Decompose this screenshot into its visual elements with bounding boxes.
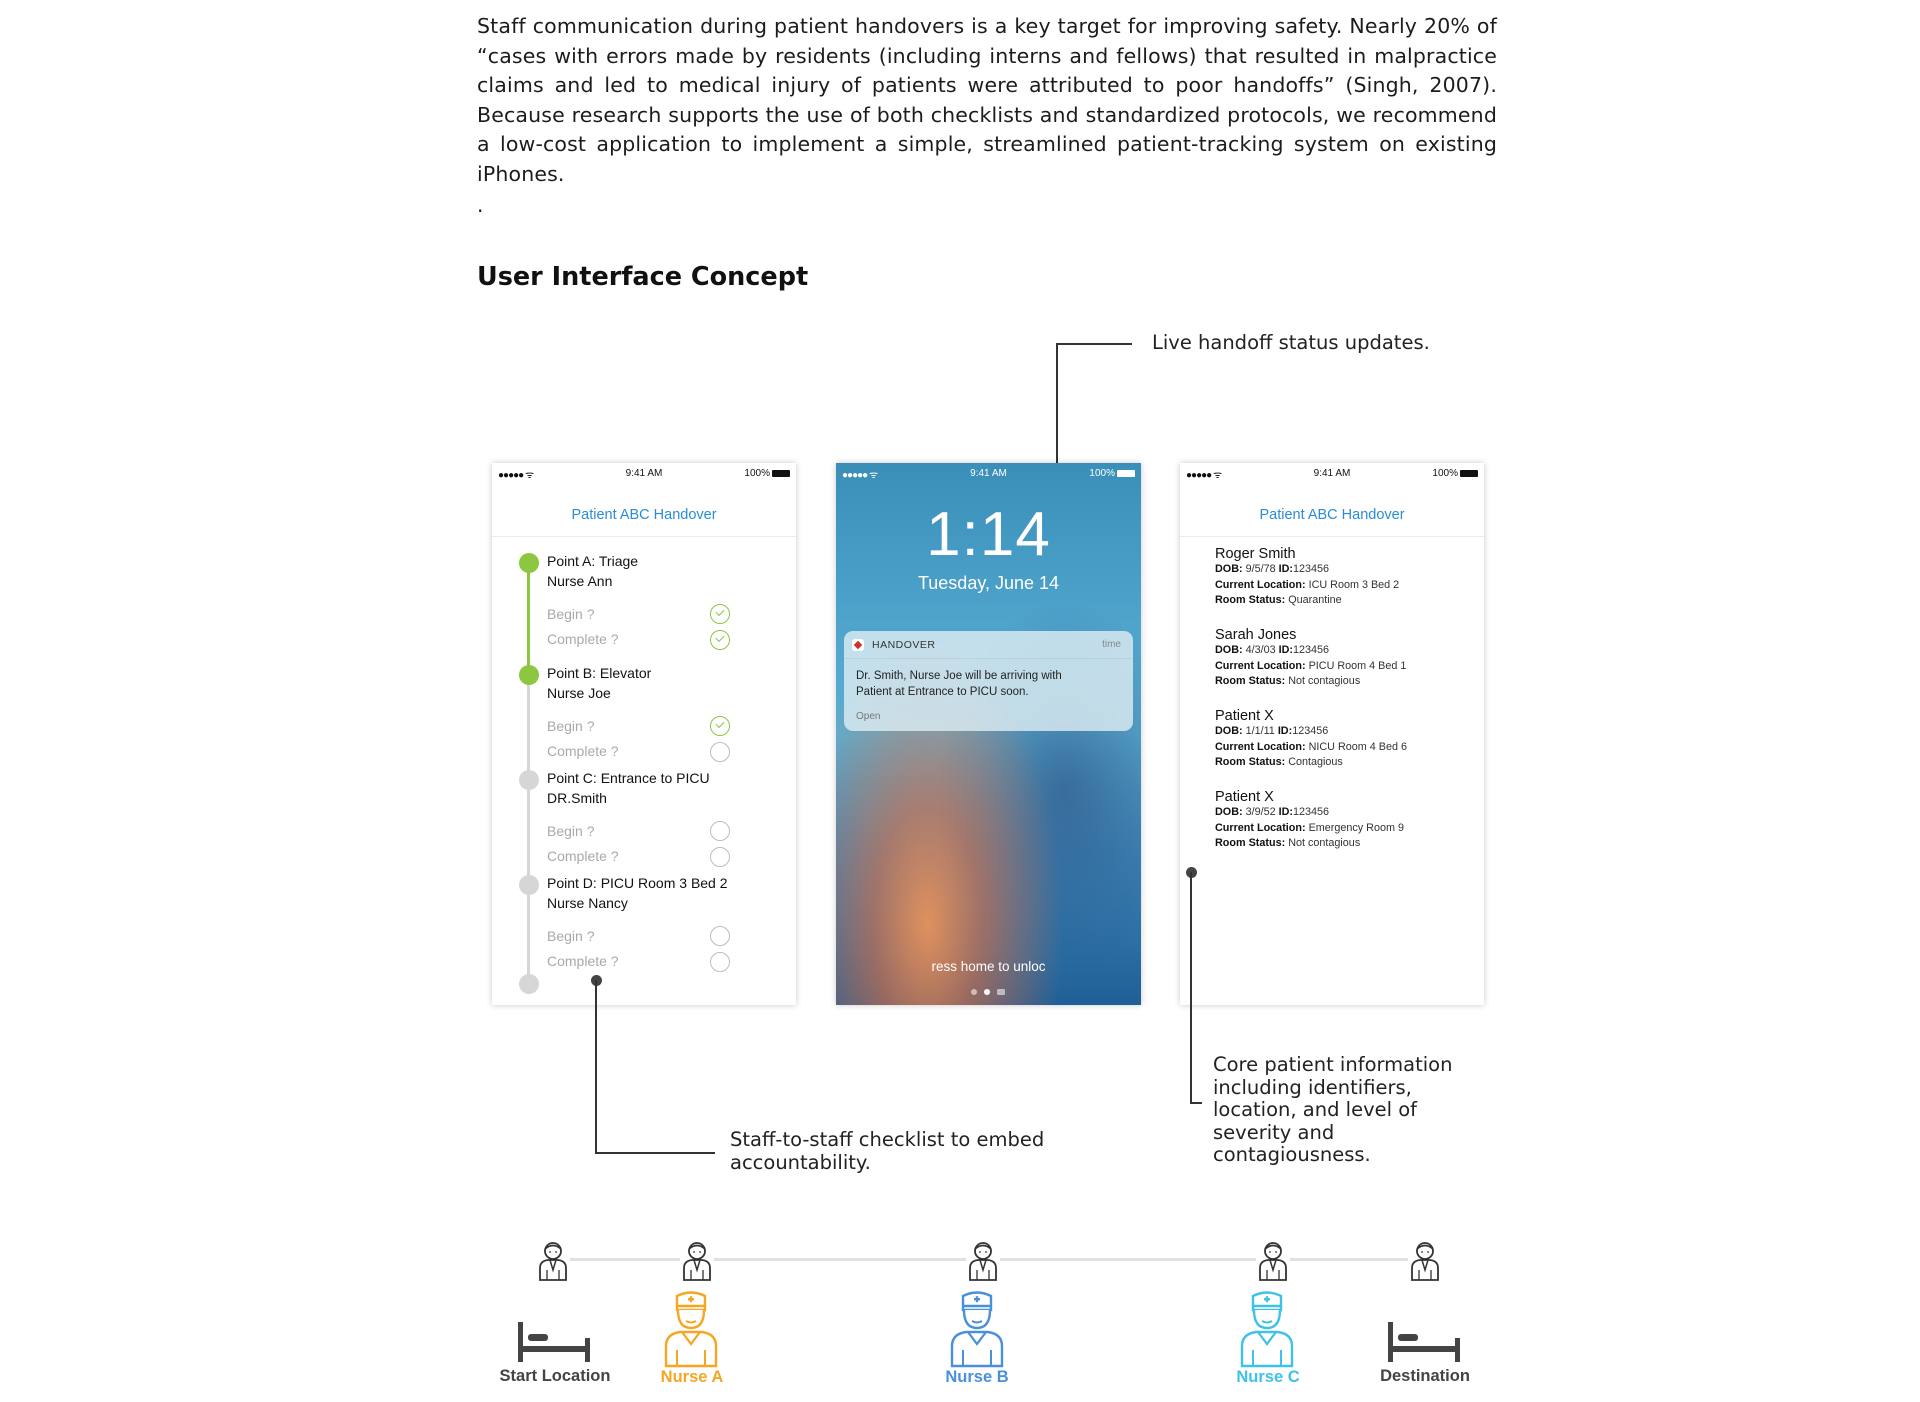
battery-percent: 100% xyxy=(1432,468,1458,479)
status-bar xyxy=(492,463,796,485)
complete-label: Complete ? xyxy=(547,953,619,969)
battery-percent: 100% xyxy=(1089,468,1115,479)
complete-checkbox[interactable] xyxy=(710,952,730,972)
nav-divider xyxy=(492,536,796,537)
lock-date: Tuesday, June 14 xyxy=(917,573,1060,593)
checklist-title: Patient ABC Handover xyxy=(571,507,717,523)
patient-card[interactable]: Sarah Jones DOB: 4/3/03 ID:123456 Current Location: PICU Room 4 Bed 1 Room Status: Not contagious xyxy=(1215,627,1465,690)
phone-checklist xyxy=(492,463,796,1005)
track-done xyxy=(527,561,530,675)
begin-checkbox[interactable] xyxy=(710,716,730,736)
patients-title: Patient ABC Handover xyxy=(1259,507,1405,523)
complete-label: Complete ? xyxy=(547,743,619,759)
callout-live: Live handoff status updates. xyxy=(1152,331,1430,354)
patient-location: PICU Room 4 Bed 1 xyxy=(1308,659,1407,672)
label-start-location: Start Location xyxy=(499,1367,611,1385)
patient-card[interactable]: Roger Smith DOB: 9/5/78 ID:123456 Current Location: ICU Room 3 Bed 2 Room Status: Quarantine xyxy=(1215,546,1465,609)
begin-label: Begin ? xyxy=(547,823,595,839)
bed-icon-destination xyxy=(1388,1322,1460,1362)
phone-lock-screen xyxy=(836,463,1141,1005)
patient-dob: 1/1/11 xyxy=(1245,725,1275,737)
complete-checkbox[interactable] xyxy=(710,847,730,867)
battery-icon xyxy=(772,470,790,477)
signal-icon: ●●●●● ᯤ xyxy=(1186,470,1222,481)
patient-location: NICU Room 4 Bed 6 xyxy=(1308,740,1407,753)
battery-icon xyxy=(1117,470,1135,477)
patient-room-status: Contagious xyxy=(1288,756,1343,768)
patient-dob: 3/9/52 xyxy=(1245,806,1276,818)
label-destination: Destination xyxy=(1380,1367,1470,1385)
checkpoint-node xyxy=(519,665,539,685)
checkpoint-node xyxy=(519,875,539,895)
patient-person-icon xyxy=(680,1240,714,1282)
complete-label: Complete ? xyxy=(547,848,619,864)
callout-line-checklist-h xyxy=(595,1152,715,1154)
complete-label: Complete ? xyxy=(547,631,619,647)
patient-name: Patient X xyxy=(1215,708,1274,724)
patient-name: Patient X xyxy=(1215,789,1274,805)
nurse-icon-b xyxy=(948,1290,1006,1368)
label-nurse-b: Nurse B xyxy=(945,1368,1009,1386)
patient-location: Emergency Room 9 xyxy=(1308,821,1404,834)
notification-open-action[interactable]: Open xyxy=(856,711,881,722)
begin-checkbox[interactable] xyxy=(710,821,730,841)
callout-core: Core patient information including identifiers, location, and level of severity and contagiousness. xyxy=(1213,1053,1453,1166)
status-bar xyxy=(836,463,1141,485)
signal-icon: ●●●●● ᯤ xyxy=(498,470,534,481)
lock-clock: 1:14 xyxy=(926,500,1051,569)
begin-label: Begin ? xyxy=(547,718,595,734)
begin-label: Begin ? xyxy=(547,928,595,944)
section-title: User Interface Concept xyxy=(477,262,809,292)
status-time: 9:41 AM xyxy=(1313,468,1351,479)
checkpoint-title: Point A: Triage xyxy=(547,553,639,569)
bed-icon-start xyxy=(518,1322,590,1362)
patient-person-icon xyxy=(966,1240,1000,1282)
begin-checkbox[interactable] xyxy=(710,604,730,624)
unlock-hint: ress home to unloc xyxy=(931,959,1046,974)
nurse-icon-a xyxy=(662,1290,720,1368)
patient-name: Sarah Jones xyxy=(1215,627,1297,643)
checkpoint-staff: DR.Smith xyxy=(547,790,607,806)
nurse-icon-c xyxy=(1238,1290,1296,1368)
checkpoint-node xyxy=(519,553,539,573)
checkpoint-staff: Nurse Ann xyxy=(547,573,613,589)
phone-patients xyxy=(1180,463,1484,1005)
begin-label: Begin ? xyxy=(547,606,595,622)
patient-card[interactable]: Patient X DOB: 1/1/11 ID:123456 Current Location: NICU Room 4 Bed 6 Room Status: Contagious xyxy=(1215,708,1465,771)
status-time: 9:41 AM xyxy=(625,468,663,479)
track-pending xyxy=(527,675,530,993)
page-dots xyxy=(971,989,1011,997)
patient-room-status: Not contagious xyxy=(1288,675,1361,687)
status-bar xyxy=(1180,463,1484,485)
callout-line-core-h xyxy=(1190,1102,1202,1104)
patient-card[interactable]: Patient X DOB: 3/9/52 ID:123456 Current Location: Emergency Room 9 Room Status: Not contagious xyxy=(1215,789,1465,852)
patient-person-icon xyxy=(1256,1240,1290,1282)
patient-dob: 4/3/03 xyxy=(1245,644,1276,656)
callout-line-checklist-v xyxy=(595,980,597,1154)
checkpoint-title: Point D: PICU Room 3 Bed 2 xyxy=(547,875,728,891)
patient-name: Roger Smith xyxy=(1215,546,1296,562)
nav-divider xyxy=(1180,536,1484,537)
battery-icon xyxy=(1460,470,1478,477)
intro-paragraph: Staff communication during patient handovers is a key target for improving safety. Nearly 20% of “cases with errors made by residents (including interns and fellows) that resulted in malpractice claims and led to medical injury of patients were attributed to poor handoffs” (Singh, 2007). Because research supports the use of both checklists and standardized protocols, we recommend a low-cost application to implement a simple, streamlined patient-tracking system on existing iPhones. xyxy=(477,14,1497,186)
notification-message: Dr. Smith, Nurse Joe will be arriving with Patient at Entrance to PICU soon. xyxy=(856,670,1062,698)
complete-checkbox[interactable] xyxy=(710,630,730,650)
patient-person-icon xyxy=(536,1240,570,1282)
timeline-end-node xyxy=(519,974,539,994)
patient-id: 123456 xyxy=(1293,644,1330,656)
camera-icon xyxy=(997,989,1005,995)
notification-card[interactable] xyxy=(844,631,1133,731)
patient-id: 123456 xyxy=(1293,806,1330,818)
battery-percent: 100% xyxy=(744,468,770,479)
handover-app-icon xyxy=(852,639,864,651)
checkpoint-title: Point B: Elevator xyxy=(547,665,652,681)
patient-room-status: Not contagious xyxy=(1288,837,1361,849)
intro-trailing-dot: . xyxy=(477,193,484,217)
begin-checkbox[interactable] xyxy=(710,926,730,946)
callout-line-core-v xyxy=(1190,872,1192,1104)
label-nurse-c: Nurse C xyxy=(1236,1368,1300,1386)
notification-time: time xyxy=(1102,639,1121,650)
patient-id: 123456 xyxy=(1292,725,1329,737)
checkpoint-title: Point C: Entrance to PICU xyxy=(547,770,710,786)
patient-dob: 9/5/78 xyxy=(1245,563,1276,575)
notification-app: HANDOVER xyxy=(872,639,936,651)
patient-id: 123456 xyxy=(1293,563,1330,575)
status-time: 9:41 AM xyxy=(970,468,1007,479)
label-nurse-a: Nurse A xyxy=(660,1368,724,1386)
checkpoint-staff: Nurse Nancy xyxy=(547,895,628,911)
signal-icon: ●●●●● ᯤ xyxy=(842,470,878,481)
checkpoint-staff: Nurse Joe xyxy=(547,685,611,701)
patient-person-icon xyxy=(1408,1240,1442,1282)
callout-line-live-h xyxy=(1056,343,1132,345)
patient-location: ICU Room 3 Bed 2 xyxy=(1308,578,1400,591)
patient-room-status: Quarantine xyxy=(1288,594,1342,606)
callout-checklist: Staff-to-staff checklist to embed accountability. xyxy=(730,1128,1045,1174)
complete-checkbox[interactable] xyxy=(710,742,730,762)
checkpoint-node xyxy=(519,770,539,790)
